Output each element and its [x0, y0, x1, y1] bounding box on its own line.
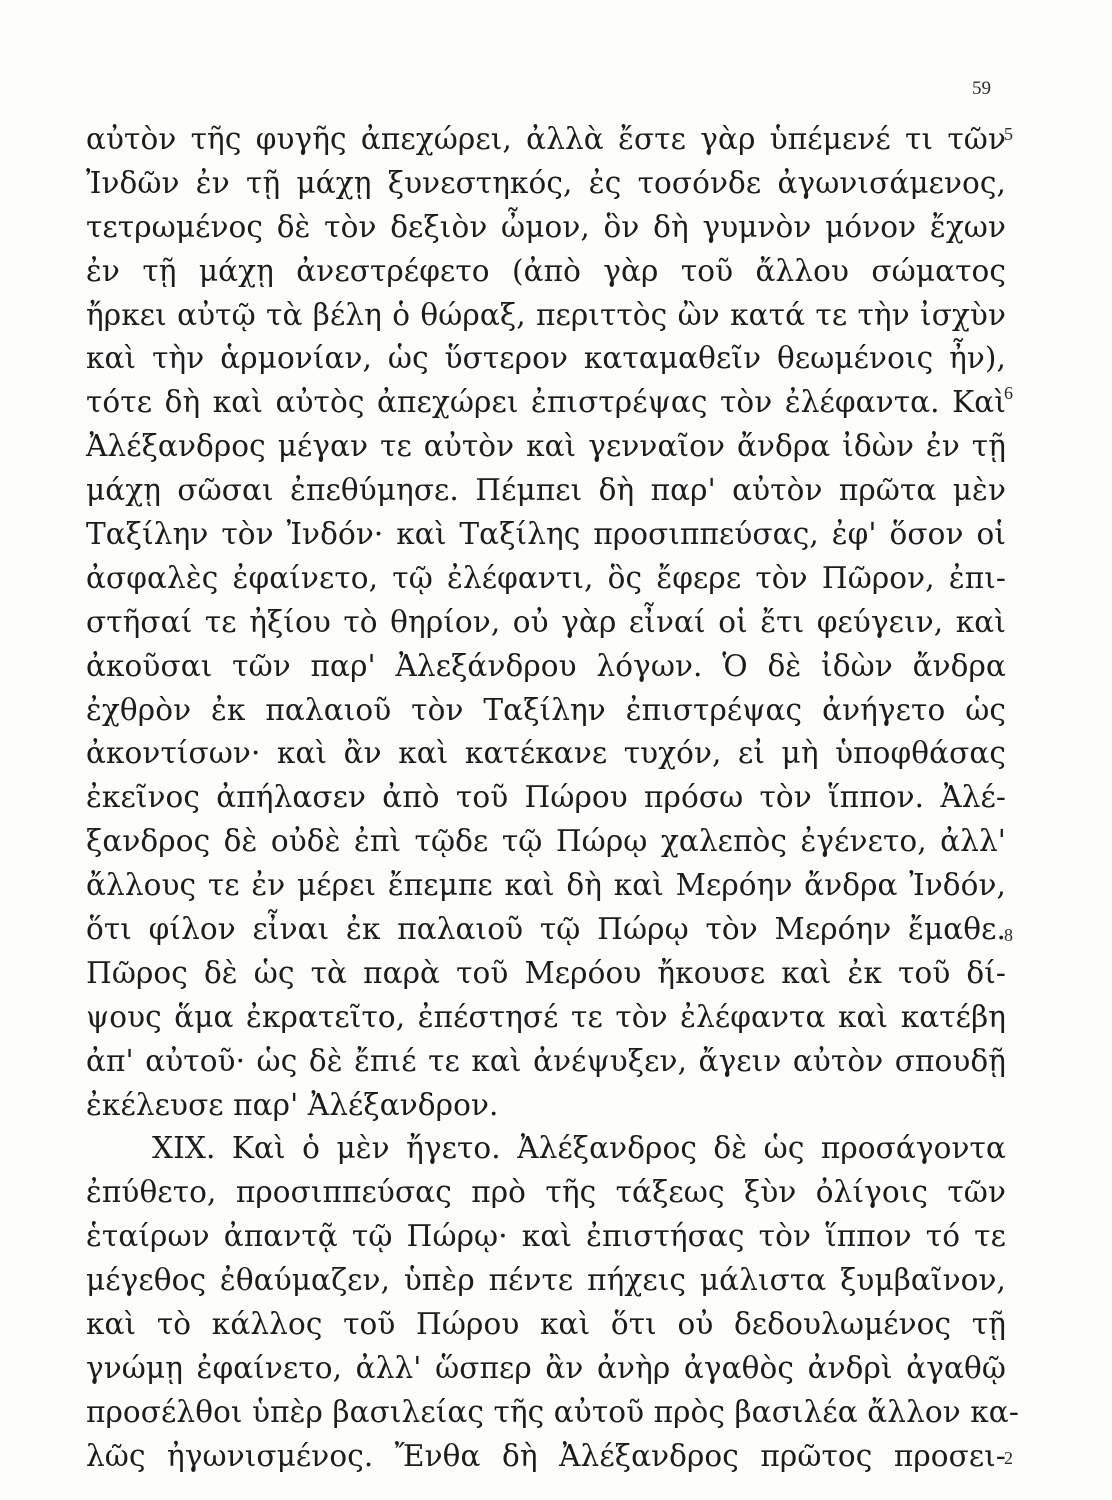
text-line: ἐπύθετο, προσιππεύσας πρὸ τῆς τάξεως ξὺν ὀλίγοις τῶν: [86, 1175, 1006, 1210]
text-line: ἀκοῦσαι τῶν παρ' Ἀλεξάνδρου λόγων. Ὁ δὲ ἰδὼν ἄνδρα: [86, 648, 1006, 683]
text-line: ἀπ' αὐτοῦ· ὡς δὲ ἔπιέ τε καὶ ἀνέψυξεν, ἄγειν αὐτὸν σπουδῇ: [86, 1043, 1006, 1078]
text-line: ἑταίρων ἀπαντᾷ τῷ Πώρῳ· καὶ ἐπιστήσας τὸν ἵππον τό τε: [86, 1219, 1006, 1254]
text-line: ἐκεῖνος ἀπήλασεν ἀπὸ τοῦ Πώρου πρόσω τὸν ἵππον. Ἀλέ-: [86, 780, 1006, 815]
text-line: Ταξίλην τὸν Ἰνδόν· καὶ Ταξίλης προσιππεύσας, ἐφ' ὅσον οἱ: [86, 517, 1006, 552]
text-line: τότε δὴ καὶ αὐτὸς ἀπεχώρει ἐπιστρέψας τὸν ἐλέφαντα. Καὶ: [86, 385, 1006, 420]
margin-line-number: 6: [1004, 383, 1013, 403]
text-line: ξανδρος δὲ οὐδὲ ἐπὶ τῷδε τῷ Πώρῳ χαλεπὸς ἐγένετο, ἀλλ': [86, 824, 1006, 859]
margin-line-number: 8: [1004, 925, 1013, 945]
margin-line-number: 2: [1004, 1448, 1013, 1468]
text-line: αὐτὸν τῆς φυγῆς ἀπεχώρει, ἀλλὰ ἔστε γὰρ ὑπέμενέ τι τῶν: [86, 122, 1006, 156]
chapter-heading-line: XIX. Καὶ ὁ μὲν ἤγετο. Ἀλέξανδρος δὲ ὡς προσάγοντα: [152, 1131, 1006, 1166]
text-line: καὶ τὸ κάλλος τοῦ Πώρου καὶ ὅτι οὐ δεδουλωμένος τῇ: [86, 1307, 1006, 1342]
text-line: ψους ἅμα ἐκρατεῖτο, ἐπέστησέ τε τὸν ἐλέφαντα καὶ κατέβη: [86, 999, 1006, 1034]
text-line: ἄλλους τε ἐν μέρει ἔπεμπε καὶ δὴ καὶ Μερόην ἄνδρα Ἰνδόν,: [86, 868, 1006, 903]
paragraph-end-line: ἐκέλευσε παρ' Ἀλέξανδρον.: [86, 1087, 499, 1122]
margin-line-number: 5: [1004, 124, 1013, 144]
text-line: μάχῃ σῶσαι ἐπεθύμησε. Πέμπει δὴ παρ' αὐτὸν πρῶτα μὲν: [86, 473, 1006, 508]
text-line: ἐχθρὸν ἐκ παλαιοῦ τὸν Ταξίλην ἐπιστρέψας ἀνήγετο ὡς: [86, 692, 1006, 727]
text-line: λῶς ἠγωνισμένος. Ἔνθα δὴ Ἀλέξανδρος πρῶτος προσει-: [86, 1438, 1006, 1473]
text-line: ἀκοντίσων· καὶ ἂν καὶ κατέκανε τυχόν, εἰ μὴ ὑποφθάσας: [86, 736, 1006, 771]
text-line: ἀσφαλὲς ἐφαίνετο, τῷ ἐλέφαντι, ὃς ἔφερε τὸν Πῶρον, ἐπι-: [86, 560, 1006, 595]
text-line: ὅτι φίλον εἶναι ἐκ παλαιοῦ τῷ Πώρῳ τὸν Μερόην ἔμαθε.: [86, 912, 1006, 947]
text-line: Πῶρος δὲ ὡς τὰ παρὰ τοῦ Μερόου ἤκουσε καὶ ἐκ τοῦ δί-: [86, 955, 1006, 990]
text-line: προσέλθοι ὑπὲρ βασιλείας τῆς αὐτοῦ πρὸς βασιλέα ἄλλον κα-: [86, 1394, 1019, 1429]
text-line: στῆσαί τε ἠξίου τὸ θηρίον, οὐ γὰρ εἶναί οἱ ἔτι φεύγειν, καὶ: [86, 604, 1006, 639]
text-line: Ἰνδῶν ἐν τῇ μάχῃ ξυνεστηκός, ἐς τοσόνδε ἀγωνισάμενος,: [86, 165, 1006, 200]
text-line: τετρωμένος δὲ τὸν δεξιὸν ὦμον, ὃν δὴ γυμνὸν μόνον ἔχων: [86, 209, 1006, 244]
greek-text-body: [86, 118, 1019, 1479]
text-line: Ἀλέξανδρος μέγαν τε αὐτὸν καὶ γενναῖον ἄνδρα ἰδὼν ἐν τῇ: [86, 429, 1006, 464]
text-line: ἐν τῇ μάχῃ ἀνεστρέφετο (ἀπὸ γὰρ τοῦ ἄλλου σώματος: [86, 253, 1006, 288]
text-line: γνώμῃ ἐφαίνετο, ἀλλ' ὥσπερ ἂν ἀνὴρ ἀγαθὸς ἀνδρὶ ἀγαθῷ: [86, 1350, 1006, 1385]
text-line: ἤρκει αὐτῷ τὰ βέλη ὁ θώραξ, περιττὸς ὢν κατά τε τὴν ἰσχὺν: [86, 297, 1006, 332]
text-line: μέγεθος ἐθαύμαζεν, ὑπὲρ πέντε πήχεις μάλιστα ξυμβαῖνον,: [86, 1263, 1006, 1298]
page-number: 59: [972, 78, 991, 99]
text-line: καὶ τὴν ἁρμονίαν, ὡς ὕστερον καταμαθεῖν θεωμένοις ἦν),: [86, 341, 1006, 376]
